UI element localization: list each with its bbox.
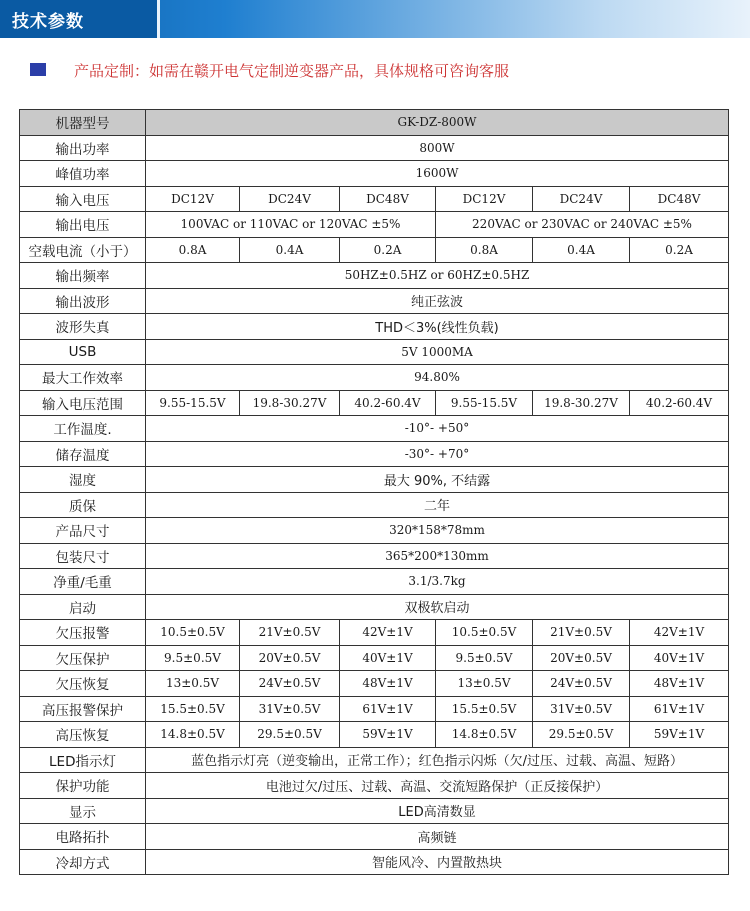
table-row-work-temp	[20, 416, 729, 442]
cell-value: 40V±1V	[630, 645, 729, 671]
row-value: -30°- +70°	[146, 441, 729, 467]
row-label: 输入电压	[20, 186, 146, 212]
cell-value: 61V±1V	[340, 696, 436, 722]
row-label: 电路拓扑	[20, 824, 146, 850]
table-row-undervoltage-recover	[20, 671, 729, 697]
model-value: GK-DZ-800W	[146, 110, 729, 136]
cell-value: 61V±1V	[630, 696, 729, 722]
cell-value: DC24V	[240, 186, 340, 212]
table-row-output-voltage	[20, 212, 729, 238]
row-label: 输出功率	[20, 135, 146, 161]
row-label: 保护功能	[20, 773, 146, 799]
spec-table	[19, 109, 729, 875]
row-label: 净重/毛重	[20, 569, 146, 595]
cell-value: 59V±1V	[340, 722, 436, 748]
cell-value: 40.2-60.4V	[630, 390, 729, 416]
row-value: THD＜3%(线性负载)	[146, 314, 729, 340]
row-label: 欠压保护	[20, 645, 146, 671]
cell-value: 19.8-30.27V	[533, 390, 630, 416]
cell-value: 15.5±0.5V	[146, 696, 240, 722]
row-value: 最大 90%, 不结露	[146, 467, 729, 493]
row-label: 输出波形	[20, 288, 146, 314]
cell-value: 0.8A	[436, 237, 533, 263]
cell-value: 48V±1V	[340, 671, 436, 697]
row-label: 储存温度	[20, 441, 146, 467]
cell-value: 40V±1V	[340, 645, 436, 671]
row-label: 包装尺寸	[20, 543, 146, 569]
row-value: 365*200*130mm	[146, 543, 729, 569]
table-row-startup	[20, 594, 729, 620]
table-row-usb	[20, 339, 729, 365]
cell-value: 24V±0.5V	[240, 671, 340, 697]
table-row-undervoltage-protect	[20, 645, 729, 671]
row-label: 输出频率	[20, 263, 146, 289]
cell-value: 21V±0.5V	[533, 620, 630, 646]
row-value: 50HZ±0.5HZ or 60HZ±0.5HZ	[146, 263, 729, 289]
cell-value: 9.5±0.5V	[146, 645, 240, 671]
cell-value: DC48V	[630, 186, 729, 212]
row-value: 3.1/3.7kg	[146, 569, 729, 595]
table-row-warranty	[20, 492, 729, 518]
cell-value: 20V±0.5V	[240, 645, 340, 671]
table-row-output-power	[20, 135, 729, 161]
row-value: -10°- +50°	[146, 416, 729, 442]
row-label: 波形失真	[20, 314, 146, 340]
table-row-peak-power	[20, 161, 729, 187]
row-label: 高压恢复	[20, 722, 146, 748]
cell-value: 0.8A	[146, 237, 240, 263]
row-value: 1600W	[146, 161, 729, 187]
cell-value: 10.5±0.5V	[146, 620, 240, 646]
table-row-undervoltage-alarm	[20, 620, 729, 646]
table-row-output-waveform	[20, 288, 729, 314]
cell-value: 15.5±0.5V	[436, 696, 533, 722]
row-label: 显示	[20, 798, 146, 824]
table-row-cooling	[20, 849, 729, 875]
row-value: 纯正弦波	[146, 288, 729, 314]
row-value: LED高清数显	[146, 798, 729, 824]
cell-value: 220VAC or 230VAC or 240VAC ±5%	[436, 212, 729, 238]
table-row-idle-current	[20, 237, 729, 263]
cell-value: DC12V	[436, 186, 533, 212]
table-row-display	[20, 798, 729, 824]
cell-value: 40.2-60.4V	[340, 390, 436, 416]
row-label: 欠压报警	[20, 620, 146, 646]
row-label: 欠压恢复	[20, 671, 146, 697]
cell-value: 100VAC or 110VAC or 120VAC ±5%	[146, 212, 436, 238]
table-row-weight	[20, 569, 729, 595]
cell-value: 0.2A	[630, 237, 729, 263]
cell-value: 14.8±0.5V	[146, 722, 240, 748]
section-tab	[0, 0, 158, 38]
section-title: 技术参数	[12, 12, 84, 32]
cell-value: DC24V	[533, 186, 630, 212]
cell-value: 31V±0.5V	[533, 696, 630, 722]
table-row-store-temp	[20, 441, 729, 467]
table-row-led	[20, 747, 729, 773]
table-row-distortion	[20, 314, 729, 340]
cell-value: 0.4A	[240, 237, 340, 263]
cell-value: 0.4A	[533, 237, 630, 263]
square-bullet-icon	[30, 63, 46, 76]
row-value: 320*158*78mm	[146, 518, 729, 544]
row-label: 冷却方式	[20, 849, 146, 875]
cell-value: 13±0.5V	[436, 671, 533, 697]
table-row-protection	[20, 773, 729, 799]
row-label: 输入电压范围	[20, 390, 146, 416]
cell-value: 0.2A	[340, 237, 436, 263]
table-row-input-voltage	[20, 186, 729, 212]
notice-text: 产品定制：如需在赣开电气定制逆变器产品，具体规格可咨询客服	[74, 62, 510, 80]
row-label: 工作温度.	[20, 416, 146, 442]
cell-value: 29.5±0.5V	[240, 722, 340, 748]
cell-value: 21V±0.5V	[240, 620, 340, 646]
row-value: 800W	[146, 135, 729, 161]
row-label: USB	[20, 339, 146, 365]
row-label: 质保	[20, 492, 146, 518]
row-label: 输出电压	[20, 212, 146, 238]
cell-value: 9.55-15.5V	[146, 390, 240, 416]
table-row-overvoltage-alarm	[20, 696, 729, 722]
table-row-product-size	[20, 518, 729, 544]
row-label: 湿度	[20, 467, 146, 493]
row-label: 高压报警保护	[20, 696, 146, 722]
row-label: 峰值功率	[20, 161, 146, 187]
table-row-package-size	[20, 543, 729, 569]
row-label: 空载电流（小于）	[20, 237, 146, 263]
row-label: 机器型号	[20, 110, 146, 136]
row-label: 启动	[20, 594, 146, 620]
cell-value: 10.5±0.5V	[436, 620, 533, 646]
cell-value: 24V±0.5V	[533, 671, 630, 697]
row-label: 最大工作效率	[20, 365, 146, 391]
cell-value: 48V±1V	[630, 671, 729, 697]
table-row-output-frequency	[20, 263, 729, 289]
cell-value: DC12V	[146, 186, 240, 212]
cell-value: 31V±0.5V	[240, 696, 340, 722]
row-value: 智能风冷、内置散热块	[146, 849, 729, 875]
table-row-model	[20, 110, 729, 136]
table-row-topology	[20, 824, 729, 850]
row-label: LED指示灯	[20, 747, 146, 773]
cell-value: 42V±1V	[340, 620, 436, 646]
row-value: 蓝色指示灯亮（逆变输出，正常工作）；红色指示闪烁（欠/过压、过载、高温、短路）	[146, 747, 729, 773]
row-value: 5V 1000MA	[146, 339, 729, 365]
row-label: 产品尺寸	[20, 518, 146, 544]
cell-value: 9.55-15.5V	[436, 390, 533, 416]
cell-value: 14.8±0.5V	[436, 722, 533, 748]
row-value: 电池过欠/过压、过载、高温、交流短路保护（正反接保护）	[146, 773, 729, 799]
table-row-humidity	[20, 467, 729, 493]
row-value: 二年	[146, 492, 729, 518]
cell-value: 59V±1V	[630, 722, 729, 748]
row-value: 94.80%	[146, 365, 729, 391]
cell-value: 20V±0.5V	[533, 645, 630, 671]
cell-value: 13±0.5V	[146, 671, 240, 697]
row-value: 双极软启动	[146, 594, 729, 620]
cell-value: 9.5±0.5V	[436, 645, 533, 671]
table-row-efficiency	[20, 365, 729, 391]
section-header	[0, 0, 750, 38]
table-row-input-range	[20, 390, 729, 416]
cell-value: 42V±1V	[630, 620, 729, 646]
row-value: 高频链	[146, 824, 729, 850]
cell-value: 19.8-30.27V	[240, 390, 340, 416]
cell-value: 29.5±0.5V	[533, 722, 630, 748]
cell-value: DC48V	[340, 186, 436, 212]
table-row-overvoltage-recover	[20, 722, 729, 748]
